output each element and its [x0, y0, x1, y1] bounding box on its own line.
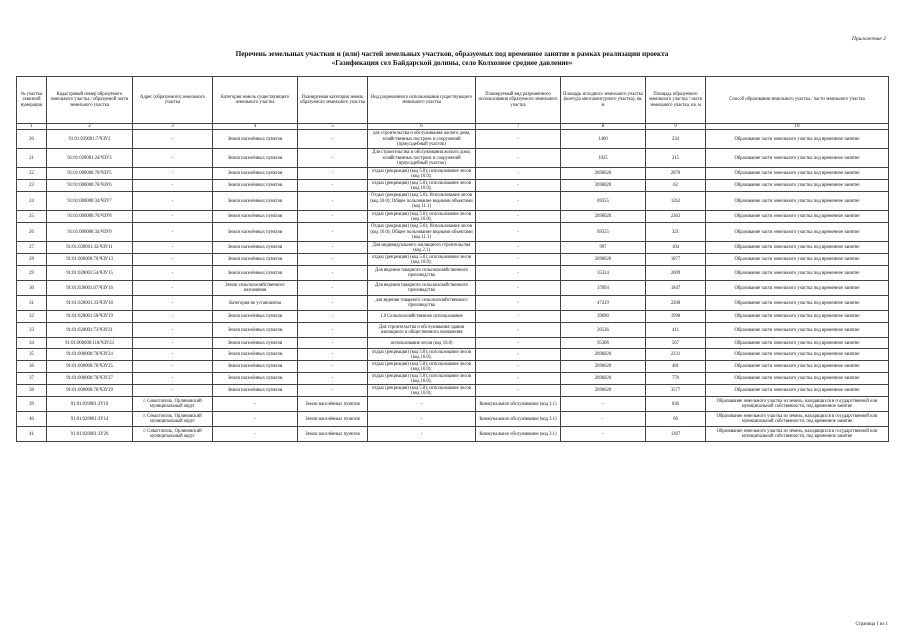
plot-number-cell: 41	[17, 427, 47, 442]
land-category-cell: Земли населённых пунктов	[213, 180, 298, 192]
permitted-use-cell: Для строительства и обслуживания жилого дома, хозяйственных построек и сооружений (приусадебный участок)	[368, 149, 476, 168]
formation-method-cell: Образование части земельного участка под временное занятие	[706, 323, 889, 338]
table-row	[17, 427, 889, 442]
planned-use-cell: -	[476, 385, 561, 397]
planned-category-cell: -	[298, 242, 368, 254]
address-cell: -	[133, 149, 213, 168]
land-category-cell: Земли населённых пунктов	[213, 311, 298, 323]
planned-use-cell: -	[476, 254, 561, 266]
formation-method-cell: Образование части земельного участка под временное занятие	[706, 296, 889, 311]
plot-number-cell: 23	[17, 180, 47, 192]
plot-number-cell: 21	[17, 149, 47, 168]
formed-area-cell: 1877	[646, 254, 706, 266]
formed-area-cell: 2363	[646, 211, 706, 223]
column-number: 4	[213, 124, 298, 130]
source-area-cell: 2696020	[561, 373, 646, 385]
cadastral-number-cell: 91:01:028001:ЗУ14	[47, 412, 133, 427]
column-number: 8	[561, 124, 646, 130]
cadastral-number-cell: 91:01:039001:32/ЧЗУ11	[47, 242, 133, 254]
permitted-use-cell: Для ведения товарного сельскохозяйственного производства	[368, 281, 476, 296]
source-area-cell: 2696020	[561, 385, 646, 397]
permitted-use-cell: Для индивидуального жилищного строительства (код 2.1)	[368, 242, 476, 254]
permitted-use-cell: для ведения товарного сельскохозяйственного производства	[368, 296, 476, 311]
formation-method-cell: Образование части земельного участка под временное занятие	[706, 361, 889, 373]
land-category-cell: Категория не установлена	[213, 296, 298, 311]
planned-category-cell: -	[298, 311, 368, 323]
plot-number-cell: 20	[17, 130, 47, 149]
planned-category-cell: Земли населённых пунктов	[298, 412, 368, 427]
table-row	[17, 254, 889, 266]
planned-category-cell: -	[298, 296, 368, 311]
source-area-cell: 69355	[561, 192, 646, 211]
planned-use-cell: -	[476, 338, 561, 349]
permitted-use-cell: -	[368, 427, 476, 442]
formed-area-cell: 830	[646, 397, 706, 412]
planned-use-cell: -	[476, 323, 561, 338]
table-row	[17, 130, 889, 149]
formed-area-cell: 770	[646, 373, 706, 385]
formation-method-cell: Образование части земельного участка под временное занятие	[706, 338, 889, 349]
source-area-cell: -	[561, 412, 646, 427]
column-header: Планируемая категория земель образуемого земельного участка	[298, 77, 368, 124]
table-row	[17, 180, 889, 192]
address-cell: г. Севастополь, Орлиновский муниципальный округ	[133, 412, 213, 427]
land-category-cell: Земли населённых пунктов	[213, 361, 298, 373]
formed-area-cell: 66	[646, 412, 706, 427]
planned-category-cell: -	[298, 130, 368, 149]
plot-number-cell: 38	[17, 385, 47, 397]
formation-method-cell: Образование земельного участка из земель, находящихся в государственной или муниципальной собственности, под временное занятие	[706, 397, 889, 412]
formation-method-cell: Образование части земельного участка под временное занятие	[706, 349, 889, 361]
column-number: 3	[133, 124, 213, 130]
address-cell: -	[133, 311, 213, 323]
column-number: 1	[17, 124, 47, 130]
column-header: № участка сквозной нумерации	[17, 77, 47, 124]
cadastral-number-cell: 91:01:028001:ЗУ20	[47, 427, 133, 442]
planned-use-cell: -	[476, 149, 561, 168]
permitted-use-cell: -	[368, 412, 476, 427]
formed-area-cell: 1847	[646, 281, 706, 296]
column-header: Способ образования земельного участка / части земельного участка	[706, 77, 889, 124]
planned-use-cell: -	[476, 296, 561, 311]
source-area-cell: -	[561, 427, 646, 442]
planned-use-cell: -	[476, 266, 561, 281]
source-area-cell: 997	[561, 242, 646, 254]
formed-area-cell: 234	[646, 130, 706, 149]
formed-area-cell: 2009	[646, 266, 706, 281]
column-number: 5	[298, 124, 368, 130]
permitted-use-cell: -	[368, 397, 476, 412]
address-cell: -	[133, 296, 213, 311]
formed-area-cell: 481	[646, 361, 706, 373]
formation-method-cell: Образование части земельного участка под временное занятие	[706, 254, 889, 266]
address-cell: -	[133, 254, 213, 266]
land-category-cell: Земли населённых пунктов	[213, 349, 298, 361]
plot-number-cell: 35	[17, 349, 47, 361]
plot-number-cell: 40	[17, 412, 47, 427]
formed-area-cell: 1998	[646, 311, 706, 323]
planned-use-cell: -	[476, 311, 561, 323]
address-cell: г. Севастополь, Орлиновский муниципальный округ	[133, 427, 213, 442]
address-cell: -	[133, 338, 213, 349]
formation-method-cell: Образование части земельного участка под временное занятие	[706, 192, 889, 211]
document-title	[0, 50, 904, 68]
planned-use-cell: Коммунальное обслуживание (код 3.1)	[476, 427, 561, 442]
permitted-use-cell: отдых (рекреация) (код 5.0); использование лесов (код 10.0);	[368, 180, 476, 192]
address-cell: -	[133, 361, 213, 373]
source-area-cell: 35324	[561, 266, 646, 281]
land-category-cell: Земли населённых пунктов	[213, 149, 298, 168]
planned-category-cell: Земли населённых пунктов	[298, 397, 368, 412]
land-category-cell: Земли населённых пунктов	[213, 211, 298, 223]
permitted-use-cell: для строительства и обслуживания жилого дома, хозяйственных построек и сооружений (приусадебный участок)	[368, 130, 476, 149]
cadastral-number-cell: 91:01:000000:70/ЧЗУ25	[47, 361, 133, 373]
address-cell: -	[133, 168, 213, 180]
table-row	[17, 192, 889, 211]
address-cell: -	[133, 130, 213, 149]
page-footer: Страница 1 из 1	[855, 622, 888, 627]
plot-number-cell: 34	[17, 338, 47, 349]
permitted-use-cell: отдых (рекреация) (код 5.0); использование лесов (код 10.0);	[368, 254, 476, 266]
formation-method-cell: Образование части земельного участка под временное занятие	[706, 373, 889, 385]
formation-method-cell: Образование части земельного участка под временное занятие	[706, 168, 889, 180]
source-area-cell: 69355	[561, 223, 646, 242]
permitted-use-cell: отдых (рекреация) (код 5.0); использование лесов (код 10.0);	[368, 373, 476, 385]
planned-category-cell: -	[298, 361, 368, 373]
formation-method-cell: Образование части земельного участка под временное занятие	[706, 130, 889, 149]
appendix-label: Приложение 2	[851, 36, 886, 42]
table-row	[17, 373, 889, 385]
formation-method-cell: Образование части земельного участка под временное занятие	[706, 311, 889, 323]
permitted-use-cell: отдых (рекреация) (код 5.0); использование лесов (код 10.0);	[368, 349, 476, 361]
source-area-cell: 37894	[561, 281, 646, 296]
source-area-cell: 39090	[561, 311, 646, 323]
source-area-cell: 2696020	[561, 349, 646, 361]
permitted-use-cell: отдых (рекреация) (код 5.0); использование лесов (код 10.0);	[368, 168, 476, 180]
formed-area-cell: 567	[646, 338, 706, 349]
planned-use-cell: -	[476, 211, 561, 223]
permitted-use-cell: отдых (рекреация) (код 5.0); использование лесов (код 10.0);	[368, 385, 476, 397]
planned-category-cell: -	[298, 149, 368, 168]
land-category-cell: Земли населённых пунктов	[213, 254, 298, 266]
planned-use-cell: -	[476, 242, 561, 254]
source-area-cell: 1400	[561, 130, 646, 149]
cadastral-number-cell: 91:01:000000:70/ЧЗУ27	[47, 373, 133, 385]
planned-category-cell: -	[298, 180, 368, 192]
address-cell: -	[133, 385, 213, 397]
cadastral-number-cell: 91:01:028001:54/ЧЗУ15	[47, 266, 133, 281]
column-number: 7	[476, 124, 561, 130]
table-row	[17, 311, 889, 323]
table-row	[17, 338, 889, 349]
permitted-use-cell: использование лесов (код 10.0)	[368, 338, 476, 349]
planned-category-cell: -	[298, 281, 368, 296]
permitted-use-cell: Отдых (рекреация) (код 5.0); Использование лесов (код 10.0); Общее пользование водными объектами (код 11.1)	[368, 223, 476, 242]
table-body	[17, 130, 889, 442]
planned-use-cell: -	[476, 281, 561, 296]
plot-number-cell: 32	[17, 311, 47, 323]
cadastral-number-cell: 91:01:039001:24/ЧЗУ3	[47, 149, 133, 168]
land-category-cell: Земли населённых пунктов	[213, 373, 298, 385]
land-category-cell: -	[213, 397, 298, 412]
formed-area-cell: 411	[646, 323, 706, 338]
source-area-cell: 20536	[561, 323, 646, 338]
permitted-use-cell: Отдых (рекреация) (код 5.0); Использование лесов (код 10.0); Общее пользование водными объектами (код 11.1)	[368, 192, 476, 211]
land-category-cell: Земли населённых пунктов	[213, 266, 298, 281]
plot-number-cell: 24	[17, 192, 47, 211]
land-plots-table	[16, 76, 889, 442]
plot-number-cell: 28	[17, 254, 47, 266]
address-cell: -	[133, 211, 213, 223]
formed-area-cell: 3577	[646, 385, 706, 397]
planned-category-cell: -	[298, 211, 368, 223]
planned-use-cell: -	[476, 349, 561, 361]
land-category-cell: Земли населённых пунктов	[213, 130, 298, 149]
planned-category-cell: Земли населённых пунктов	[298, 427, 368, 442]
address-cell: -	[133, 323, 213, 338]
land-category-cell: Земли населённых пунктов	[213, 168, 298, 180]
plot-number-cell: 39	[17, 397, 47, 412]
cadastral-number-cell: 91:01:000000:118/ЧЗУ23	[47, 338, 133, 349]
land-category-cell: Земли сельскохозяйственного назначения	[213, 281, 298, 296]
planned-category-cell: -	[298, 168, 368, 180]
table-row	[17, 412, 889, 427]
planned-category-cell: -	[298, 373, 368, 385]
formed-area-cell: 1307	[646, 427, 706, 442]
formation-method-cell: Образование земельного участка из земель, находящихся в государственной или муниципальной собственности, под временное занятие	[706, 412, 889, 427]
source-area-cell: 47419	[561, 296, 646, 311]
formed-area-cell: 215	[646, 149, 706, 168]
column-number: 6	[368, 124, 476, 130]
cadastral-number-cell: 91:01:000000:34/ЧЗУ9	[47, 223, 133, 242]
cadastral-number-cell: 91:01:028001:58/ЧЗУ19	[47, 311, 133, 323]
source-area-cell: 2696020	[561, 254, 646, 266]
planned-category-cell: -	[298, 385, 368, 397]
column-header: Площадь образуемого земельного участка / части земельного участка, кв. м	[646, 77, 706, 124]
planned-use-cell: -	[476, 361, 561, 373]
formation-method-cell: Образование земельного участка из земель, находящихся в государственной или муниципальной собственности, под временное занятие	[706, 427, 889, 442]
title-line-1: Перечень земельных участков и (или) частей земельных участков, образуемых под временное занятие в рамках реализации проекта	[235, 50, 669, 58]
cadastral-number-cell: 91:01:039001:7/ЧЗУ2	[47, 130, 133, 149]
table-row	[17, 266, 889, 281]
planned-category-cell: -	[298, 223, 368, 242]
table-row	[17, 323, 889, 338]
cadastral-number-cell: 91:01:000000:70/ЧЗУ24	[47, 349, 133, 361]
address-cell: -	[133, 223, 213, 242]
column-header: Кадастровый номер образуемого земельного участка / образуемой части земельного участка	[47, 77, 133, 124]
source-area-cell: 2696020	[561, 211, 646, 223]
address-cell: -	[133, 242, 213, 254]
cadastral-number-cell: 91:01:028001:73/ЧЗУ21	[47, 323, 133, 338]
formed-area-cell: 104	[646, 242, 706, 254]
table-row	[17, 281, 889, 296]
plot-number-cell: 36	[17, 361, 47, 373]
cadastral-number-cell: 91:01:000000:70/ЧЗУ13	[47, 254, 133, 266]
source-area-cell: 2696020	[561, 361, 646, 373]
cadastral-number-cell: 91:01:000000:70/ЧЗУ8	[47, 211, 133, 223]
planned-category-cell: -	[298, 254, 368, 266]
formed-area-cell: 2070	[646, 168, 706, 180]
header-row	[17, 77, 889, 124]
formation-method-cell: Образование части земельного участка под временное занятие	[706, 149, 889, 168]
table-row	[17, 349, 889, 361]
source-area-cell: 95306	[561, 338, 646, 349]
formed-area-cell: 321	[646, 223, 706, 242]
formation-method-cell: Образование части земельного участка под временное занятие	[706, 180, 889, 192]
formed-area-cell: 62	[646, 180, 706, 192]
permitted-use-cell: Для строительства и обслуживания здания жилищного и общественного назначения	[368, 323, 476, 338]
formation-method-cell: Образование части земельного участка под временное занятие	[706, 242, 889, 254]
permitted-use-cell: отдых (рекреация) (код 5.0); использование лесов (код 10.0);	[368, 211, 476, 223]
cadastral-number-cell: 91:01:000000:70/ЧЗУ29	[47, 385, 133, 397]
plot-number-cell: 31	[17, 296, 47, 311]
plot-number-cell: 33	[17, 323, 47, 338]
planned-use-cell: -	[476, 168, 561, 180]
plot-number-cell: 29	[17, 266, 47, 281]
planned-category-cell: -	[298, 338, 368, 349]
planned-use-cell: -	[476, 180, 561, 192]
plot-number-cell: 26	[17, 223, 47, 242]
land-category-cell: Земли населённых пунктов	[213, 242, 298, 254]
address-cell: -	[133, 349, 213, 361]
formation-method-cell: Образование части земельного участка под временное занятие	[706, 211, 889, 223]
permitted-use-cell: отдых (рекреация) (код 5.0); использование лесов (код 10.0);	[368, 361, 476, 373]
planned-category-cell: -	[298, 192, 368, 211]
cadastral-number-cell: 91:01:000000:70/ЧЗУ5	[47, 168, 133, 180]
table-row	[17, 385, 889, 397]
table-row	[17, 242, 889, 254]
formed-area-cell: 2208	[646, 296, 706, 311]
address-cell: г. Севастополь, Орлиновский муниципальный округ	[133, 397, 213, 412]
plot-number-cell: 30	[17, 281, 47, 296]
plot-number-cell: 22	[17, 168, 47, 180]
title-line-2: «Газификация сел Байдарской долины, село Колхозное среднее давление»	[331, 59, 573, 67]
formed-area-cell: 1262	[646, 192, 706, 211]
land-category-cell: Земли населённых пунктов	[213, 192, 298, 211]
plot-number-cell: 25	[17, 211, 47, 223]
planned-use-cell: -	[476, 223, 561, 242]
formation-method-cell: Образование части земельного участка под временное занятие	[706, 385, 889, 397]
table-row	[17, 296, 889, 311]
land-category-cell: -	[213, 427, 298, 442]
land-category-cell: Земли населённых пунктов	[213, 338, 298, 349]
land-category-cell: -	[213, 412, 298, 427]
permitted-use-cell: Для ведения товарного сельскохозяйственного производства	[368, 266, 476, 281]
address-cell: -	[133, 192, 213, 211]
planned-category-cell: -	[298, 323, 368, 338]
column-header: Планируемый вид разрешенного использования образуемого земельного участка	[476, 77, 561, 124]
cadastral-number-cell: 91:01:028001:33/ЧЗУ18	[47, 296, 133, 311]
column-number: 9	[646, 124, 706, 130]
cadastral-number-cell: 91:01:000000:70/ЧЗУ6	[47, 180, 133, 192]
address-cell: -	[133, 180, 213, 192]
source-area-cell: -	[561, 397, 646, 412]
cadastral-number-cell: 91:01:039001:ЗУ10	[47, 397, 133, 412]
column-header: Категория земель существующего земельного участка	[213, 77, 298, 124]
address-cell: -	[133, 266, 213, 281]
plot-number-cell: 37	[17, 373, 47, 385]
table-row	[17, 397, 889, 412]
source-area-cell: 2696020	[561, 168, 646, 180]
table-row	[17, 223, 889, 242]
planned-use-cell: Коммунальное обслуживание (код 3.1)	[476, 397, 561, 412]
table-row	[17, 149, 889, 168]
table-row	[17, 361, 889, 373]
cadastral-number-cell: 91:01:000000:34/ЧЗУ7	[47, 192, 133, 211]
source-area-cell: 1025	[561, 149, 646, 168]
land-category-cell: Земли населённых пунктов	[213, 323, 298, 338]
planned-use-cell: -	[476, 130, 561, 149]
column-number: 2	[47, 124, 133, 130]
column-header: Вид разрешенного использования существующего земельного участка	[368, 77, 476, 124]
planned-use-cell: Коммунальное обслуживание (код 3.1)	[476, 412, 561, 427]
formation-method-cell: Образование части земельного участка под временное занятие	[706, 266, 889, 281]
column-header: Адрес (образуемого) земельного участка	[133, 77, 213, 124]
planned-category-cell: -	[298, 349, 368, 361]
planned-category-cell: -	[298, 266, 368, 281]
column-header: Площадь исходного земельного участка (контура многоконтурного участка), кв. м	[561, 77, 646, 124]
formed-area-cell: 2331	[646, 349, 706, 361]
table-row	[17, 211, 889, 223]
formation-method-cell: Образование части земельного участка под временное занятие	[706, 223, 889, 242]
address-cell: -	[133, 373, 213, 385]
land-category-cell: Земли населённых пунктов	[213, 223, 298, 242]
column-number: 10	[706, 124, 889, 130]
planned-use-cell: -	[476, 373, 561, 385]
address-cell: -	[133, 281, 213, 296]
land-category-cell: Земли населённых пунктов	[213, 385, 298, 397]
source-area-cell: 2696020	[561, 180, 646, 192]
permitted-use-cell: 1.0 Сельскохозяйственное использование	[368, 311, 476, 323]
plot-number-cell: 27	[17, 242, 47, 254]
cadastral-number-cell: 91:01:028001:67/ЧЗУ16	[47, 281, 133, 296]
formation-method-cell: Образование части земельного участка под временное занятие	[706, 281, 889, 296]
planned-use-cell: -	[476, 192, 561, 211]
table-row	[17, 168, 889, 180]
